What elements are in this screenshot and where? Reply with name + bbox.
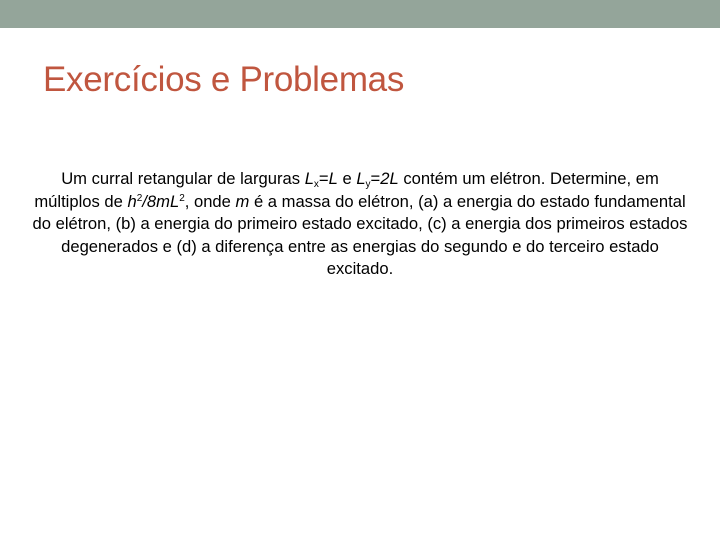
slide-title: Exercícios e Problemas xyxy=(43,60,405,99)
body-text-segment: Um curral retangular de larguras xyxy=(61,169,305,188)
superscript-2: 2 xyxy=(136,192,143,204)
body-text-segment: é a massa do elétron, (a) a energia do estado fundamental do elétron, (b) a energia do primeiro estado excitado, (c) a energia dos primeiros estados degenerados e (d) a diferença entre as energias do segundo e do terceiro estado excitado. xyxy=(32,191,688,278)
superscript-2: 2 xyxy=(179,192,185,204)
var-ly: L xyxy=(356,169,366,188)
body-text-segment: e xyxy=(337,169,357,188)
body-text-segment: , onde xyxy=(184,191,236,211)
equals-sign: = xyxy=(318,169,329,188)
var-h: h xyxy=(127,191,137,211)
var-lx: L xyxy=(304,169,314,188)
var-8ml: 8mL xyxy=(146,191,180,211)
body-text-segment: contém um elétron. Determine, em múltiplos de xyxy=(34,169,659,211)
var-l: L xyxy=(328,169,338,188)
slide-body-text xyxy=(28,168,692,281)
subscript-x: x xyxy=(313,179,319,190)
var-m: m xyxy=(235,191,250,211)
top-accent-bar xyxy=(0,0,720,28)
equals-sign: = xyxy=(370,169,381,188)
var-2l: 2L xyxy=(380,169,399,188)
subscript-y: y xyxy=(365,179,371,190)
slash: / xyxy=(142,191,147,211)
